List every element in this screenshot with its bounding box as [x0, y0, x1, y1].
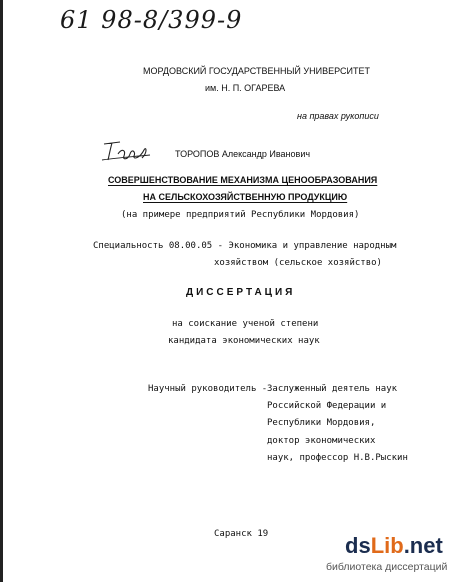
- city-year: Саранск 19: [214, 529, 269, 539]
- advisor-line: доктор экономических: [267, 436, 376, 446]
- university-name: им. Н. П. ОГАРЕВА: [205, 83, 286, 93]
- degree-line-2: кандидата экономических наук: [168, 336, 320, 346]
- handwritten-archive-number: 61 98-8/399-9: [60, 6, 243, 34]
- document-type: ДИССЕРТАЦИЯ: [186, 287, 296, 298]
- watermark-subtitle: библиотека диссертаций: [326, 561, 448, 573]
- author-signature: [100, 138, 152, 164]
- specialty-line-1: Специальность 08.00.05 - Экономика и управление народным: [93, 241, 397, 251]
- degree-line-1: на соискание ученой степени: [172, 319, 319, 329]
- thesis-title-line-2: НА СЕЛЬСКОХОЗЯЙСТВЕННУЮ ПРОДУКЦИЮ: [143, 192, 348, 202]
- thesis-title-line-1: СОВЕРШЕНСТВОВАНИЕ МЕХАНИЗМА ЦЕНООБРАЗОВАНИЯ: [108, 175, 378, 185]
- advisor-line: наук, профессор Н.В.Рыскин: [267, 453, 408, 463]
- thesis-subtitle: (на примере предприятий Республики Мордовия): [121, 210, 360, 220]
- watermark-logo-net: .net: [403, 533, 443, 558]
- author-name: ТОРОПОВ Александр Иванович: [175, 149, 311, 159]
- advisor-line: Заслуженный деятель наук: [267, 384, 398, 394]
- watermark-logo: [345, 535, 443, 557]
- watermark-logo-ds: ds: [345, 533, 371, 558]
- university-heading: МОРДОВСКИЙ ГОСУДАРСТВЕННЫЙ УНИВЕРСИТЕТ: [143, 66, 370, 76]
- advisor-line: Республики Мордовия,: [267, 418, 376, 428]
- advisor-line: Российской Федерации и: [267, 401, 387, 411]
- scan-edge: [0, 0, 3, 582]
- manuscript-note: на правах рукописи: [297, 111, 379, 121]
- advisor-label: Научный руководитель -: [148, 384, 268, 394]
- watermark-logo-lib: Lib: [370, 533, 404, 558]
- specialty-line-2: хозяйством (сельское хозяйство): [214, 258, 382, 268]
